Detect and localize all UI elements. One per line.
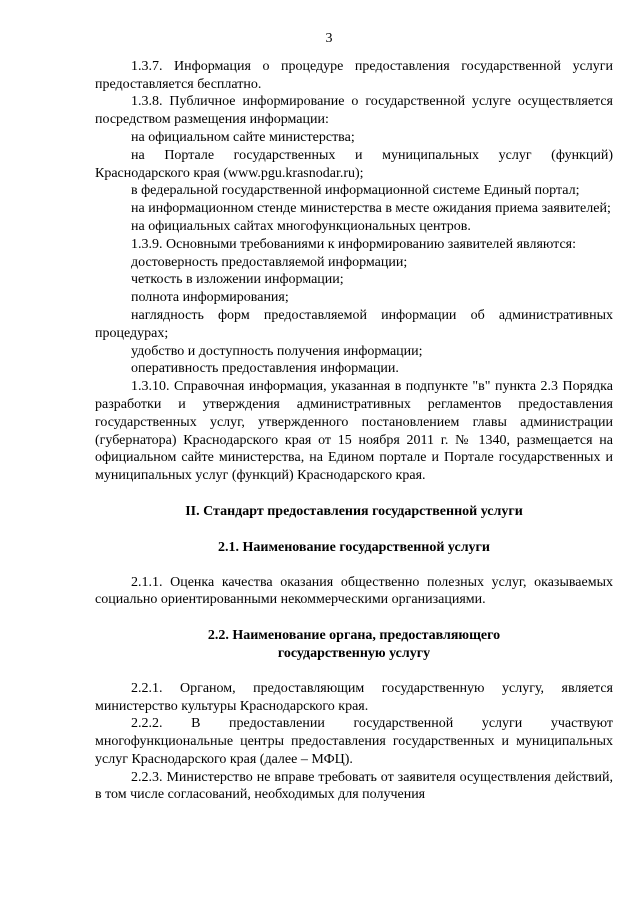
section-heading-ii: II. Стандарт предоставления государственной услуги [185,503,523,519]
paragraph: наглядность форм предоставляемой информации об административных процедурах; [95,307,613,341]
paragraph: 2.2.1. Органом, предоставляющим государственную услугу, является министерство культуры Краснодарского края. [95,680,613,714]
paragraph: на официальных сайтах многофункциональных центров. [131,218,471,234]
paragraph: удобство и доступность получения информации; [131,343,423,359]
paragraph: 2.2.3. Министерство не вправе требовать от заявителя осуществления действий, в том числе согласований, необходимых для получения [95,769,613,803]
paragraph: 1.3.7. Информация о процедуре предоставления государственной услуги предоставляется бесплатно. [95,58,613,92]
paragraph: оперативность предоставления информации. [131,361,399,377]
paragraph: 1.3.9. Основными требованиями к информированию заявителей являются: [131,236,577,252]
paragraph: на информационном стенде министерства в месте ожидания приема заявителей; [131,201,611,217]
paragraph: 2.1.1. Оценка качества оказания общественно полезных услуг, оказываемых социально ориентированными некоммерческими организациями. [95,574,613,608]
section-heading-2-2 [95,627,613,663]
paragraph: в федеральной государственной информационной системе Единый портал; [131,183,580,199]
paragraph: 1.3.10. Справочная информация, указанная в подпункте "в" пункта 2.3 Порядка разработки и утверждения административных регламентов предоставления государственных услуг, утвержденного постановлением главы администрации (губернатора) Краснодарского края от 15 ноября 2011 г. № 1340, размещается на официальном сайте министерства, на Едином портале и Портале государственных и муниципальных услуг (функций) Краснодарского края. [95,379,613,484]
paragraph: четкость в изложении информации; [131,272,344,288]
paragraph: достоверность предоставляемой информации; [131,254,408,270]
paragraph: 1.3.8. Публичное информирование о государственной услуге осуществляется посредством размещения информации: [95,94,613,128]
section-heading-line: 2.2. Наименование органа, предоставляющего [207,628,501,644]
section-heading-line: государственную услугу [277,645,431,661]
paragraph: на Портале государственных и муниципальных услуг (функций) Краснодарского края (www.pgu.krasnodar.ru); [95,147,613,181]
paragraph: полнота информирования; [131,290,289,306]
paragraph: 2.2.2. В предоставлении государственной услуги участвуют многофункциональные центры предоставления государственных и муниципальных услуг Краснодарского края (далее – МФЦ). [95,716,613,767]
section-heading-2-1: 2.1. Наименование государственной услуги [218,539,490,555]
paragraph: на официальном сайте министерства; [131,129,355,145]
page-number: 3 [325,31,333,46]
